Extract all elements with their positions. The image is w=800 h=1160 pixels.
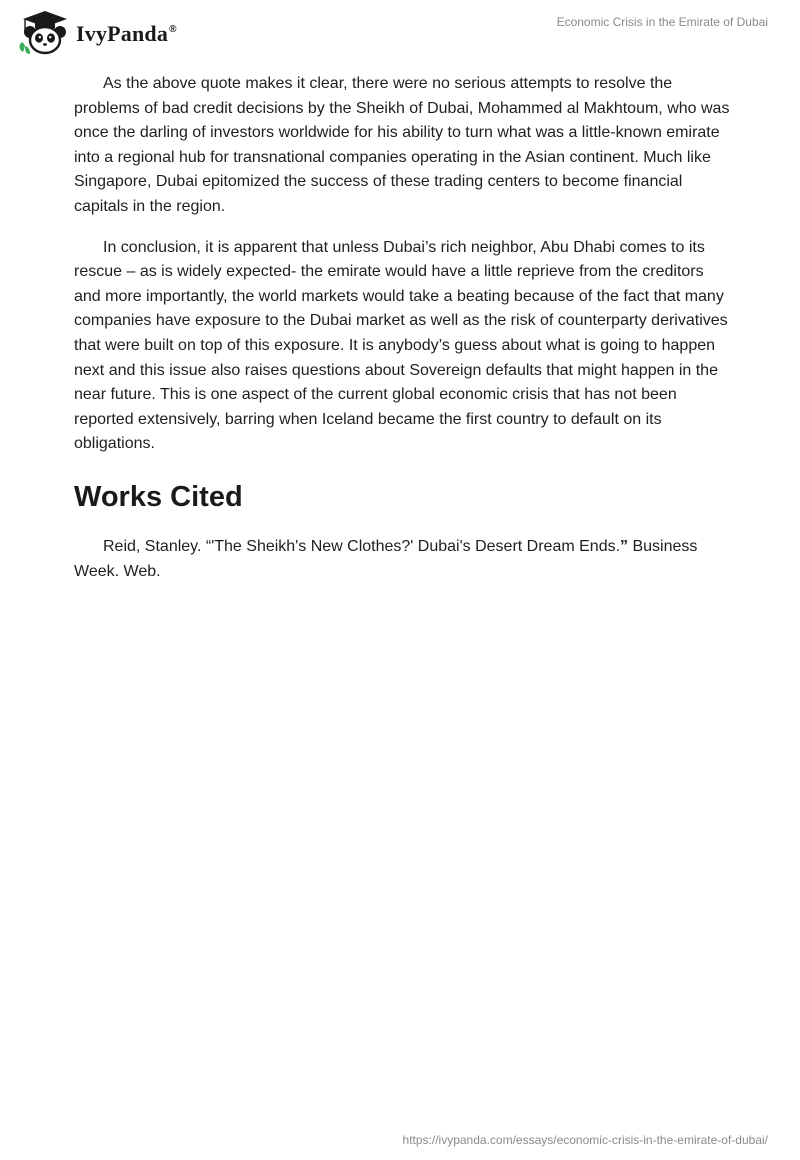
registered-mark: ® [169,24,177,35]
body-paragraph-2: In conclusion, it is apparent that unless Dubai’s rich neighbor, Abu Dhabi comes to its rescue – as is widely expected- the emirate would have a little reprieve from the creditors and more importantly, the world markets would take a beating because of the fact that many companies have exposure to the Dubai market as well as the risk of counterparty derivatives that were built on top of this exposure. It is anybody’s guess about what is going to happen next and this issue also raises questions about Sovereign defaults that might happen in the near future. This is one aspect of the current global economic crisis that has not been reported extensively, barring when Iceland became the first country to default on its obligations. [74,238,728,453]
page-header [0,0,800,60]
works-cited-heading: Works Cited [74,480,243,513]
brand-logo[interactable] [16,8,177,56]
brand-name: IvyPanda® [76,21,177,46]
document-title: Economic Crisis in the Emirate of Dubai [556,15,768,29]
citation-main: Reid, Stanley. “'The Sheikh's New Clothes?' Dubai's Desert Dream Ends. [103,537,621,555]
body-paragraph-1: As the above quote makes it clear, there were no serious attempts to resolve the problems of bad credit decisions by the Sheikh of Dubai, Mohammed al Makhtoum, who was once the darling of investors worldwide for his ability to turn what was a little-known emirate into a regional hub for transnational companies operating in the Asian continent. Much like Singapore, Dubai epitomized the success of these trading centers to become financial capitals in the region. [74,75,730,215]
citation-entry [74,535,734,584]
panda-graduate-icon [16,8,74,56]
essay-body [74,72,734,584]
citation-tail: Business Week. Web. [74,537,698,580]
source-url[interactable]: https://ivypanda.com/essays/economic-crisis-in-the-emirate-of-dubai/ [402,1133,768,1147]
citation-closing-quote: ” [620,537,629,555]
